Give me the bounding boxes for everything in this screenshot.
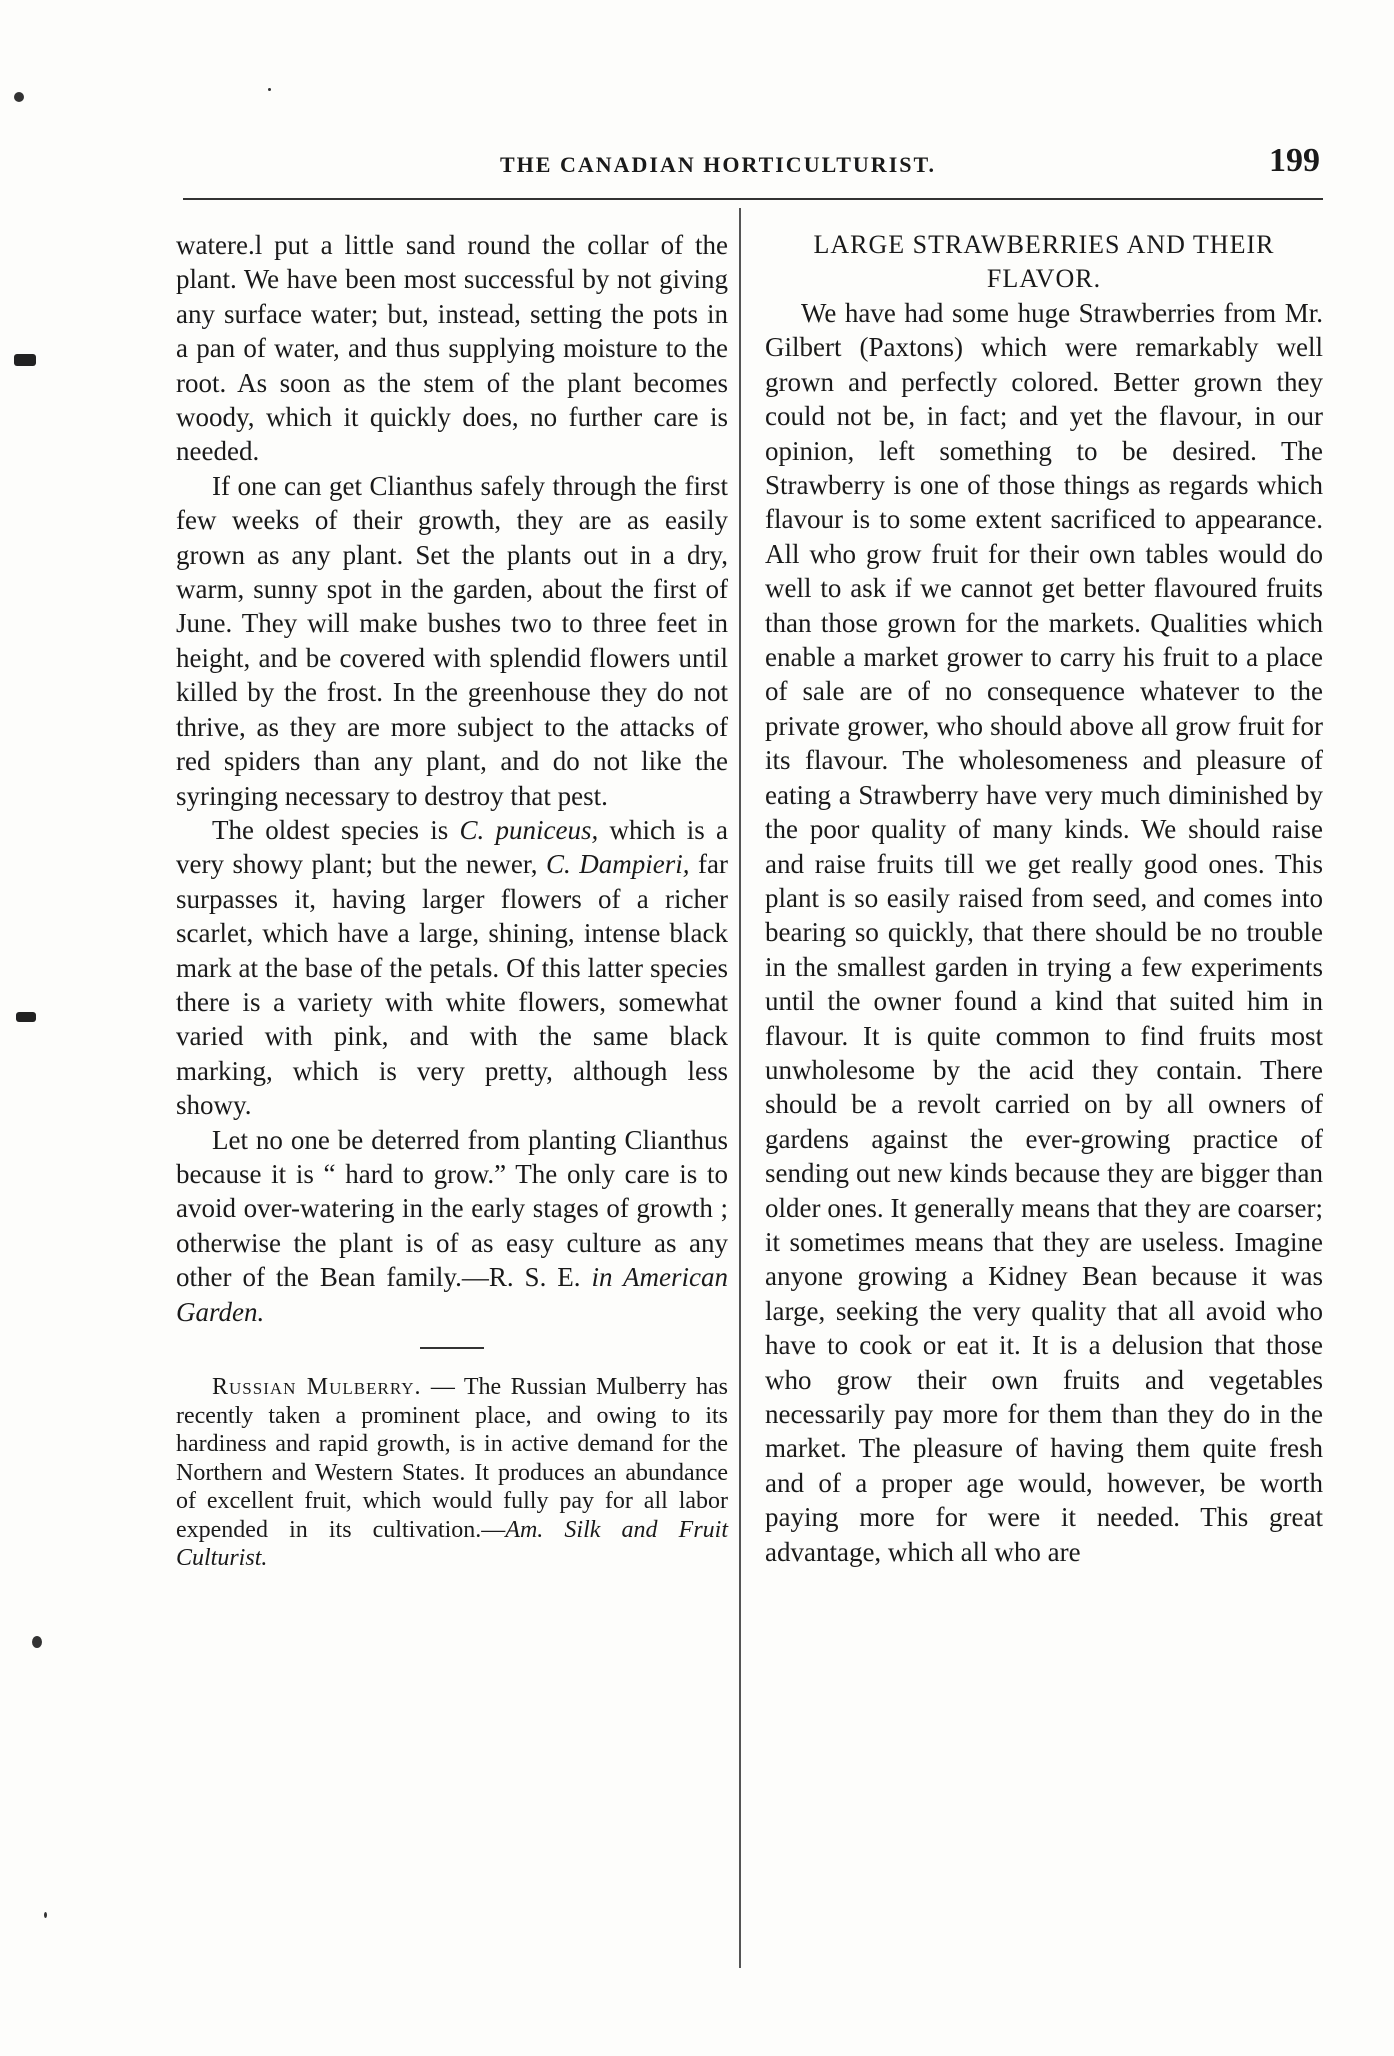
source-credit: Am. Silk and Fruit Culturist. <box>176 1516 728 1571</box>
species-name: C. Dampieri, <box>546 849 690 880</box>
source-credit: in American Garden. <box>176 1262 728 1327</box>
scan-speck <box>32 1636 42 1648</box>
article-heading <box>765 228 1323 296</box>
paragraph: We have had some huge Strawberries from Mr. Gilbert (Paxtons) which were remarkably well grown and perfectly colored. Better grown they could not be, in fact; and yet the flavour, in our opinion, left something to be desired. The Strawberry is one of those things as regards which flavour is to some extent sacrificed to appearance. All who grow fruit for their own tables would do well to ask if we cannot get better flavoured fruits than those grown for the markets. Qualities which enable a market grower to carry his fruit to a place of sale are of no consequence whatever to the private grower, who should above all grow fruit for its flavour. The wholesomeness and pleasure of eating a Strawberry have very much diminished by the poor quality of many kinds. We should raise and raise fruits till we get really good ones. This plant is so easily raised from seed, and comes into bearing so quickly, that there should be no trouble in the smallest garden in trying a few experiments until the owner found a kind that suited him in flavour. It is quite common to find fruits most unwholesome by the acid they contain. There should be a revolt carried on by all owners of gardens against the ever-growing practice of sending out new kinds because they are bigger than older ones. It generally means that they are coarser; it sometimes means that they are useless. Imagine anyone growing a Kidney Bean because it was large, seeking the very quality that all avoid who have to cook or eat it. It is a delusion that those who grow their own fruits and vegetables necessarily pay more for them than they do in the market. The pleasure of having them quite fresh and of a proper age would, however, be worth paying more for were it needed. This great advantage, which all who are <box>765 298 1323 1567</box>
scan-mark <box>16 1012 36 1022</box>
page-header <box>190 142 1320 188</box>
right-column <box>765 228 1323 1569</box>
paragraph: watere.l put a little sand round the collar of the plant. We have been most successful by not giving any surface water; but, instead, setting the pots in a pan of water, and thus supplying moisture to the root. As soon as the stem of the plant becomes woody, which it quickly does, no further care is needed. <box>176 230 728 467</box>
scan-speck <box>14 92 24 102</box>
left-column <box>176 228 728 1573</box>
text-run: far surpasses it, having larger flowers of a richer scarlet, which have a large, shining, intense black mark at the base of the petals. Of this latter species there is a variety with white flowers, somewhat varied with pink, and with the same black marking, which is very pretty, although less showy. <box>176 849 729 1121</box>
russian-mulberry-note <box>176 1373 728 1573</box>
page-number: 199 <box>1269 142 1320 179</box>
text-run: which is a very showy plant; but the newer, <box>176 814 728 880</box>
note-heading: Russian Mulberry. <box>212 1374 422 1400</box>
heading-line: LARGE STRAWBERRIES AND THEIR <box>813 230 1275 259</box>
section-rule <box>420 1347 484 1349</box>
running-title: THE CANADIAN HORTICULTURIST. <box>500 152 937 177</box>
paragraph <box>176 813 728 1123</box>
scan-speck <box>44 1912 47 1918</box>
paragraph <box>176 1123 728 1329</box>
heading-line: FLAVOR. <box>986 264 1102 293</box>
paragraph: If one can get Clianthus safely through the first few weeks of their growth, they are as easily grown as any plant. Set the plants out in a dry, warm, sunny spot in the garden, about the first of June. They will make bushes two to three feet in height, and be covered with splendid flowers until killed by the frost. In the greenhouse they do not thrive, as they are more subject to the attacks of red spiders than any plant, and do not like the syringing necessary to destroy that pest. <box>176 470 728 811</box>
header-rule <box>183 198 1323 200</box>
scan-speck <box>268 88 271 91</box>
scan-mark <box>14 354 36 366</box>
text-run: — The Russian Mulberry has recently taken a prominent place, and owing to its hardiness and rapid growth, is in active demand for the Northern and Western States. It produces an abundance of excellent fruit, which would fully pay for all labor expended in its cultivation.— <box>176 1374 728 1543</box>
text-run: The oldest species is <box>212 814 460 845</box>
species-name: C. puniceus, <box>459 814 599 845</box>
text-run: Let no one be deterred from planting Clianthus because it is “ hard to grow.” The only care is to avoid over-watering in the early stages of growth ; otherwise the plant is of as easy culture as any other of the Bean family.—R. S. E. <box>176 1124 728 1293</box>
column-divider <box>739 208 741 1968</box>
